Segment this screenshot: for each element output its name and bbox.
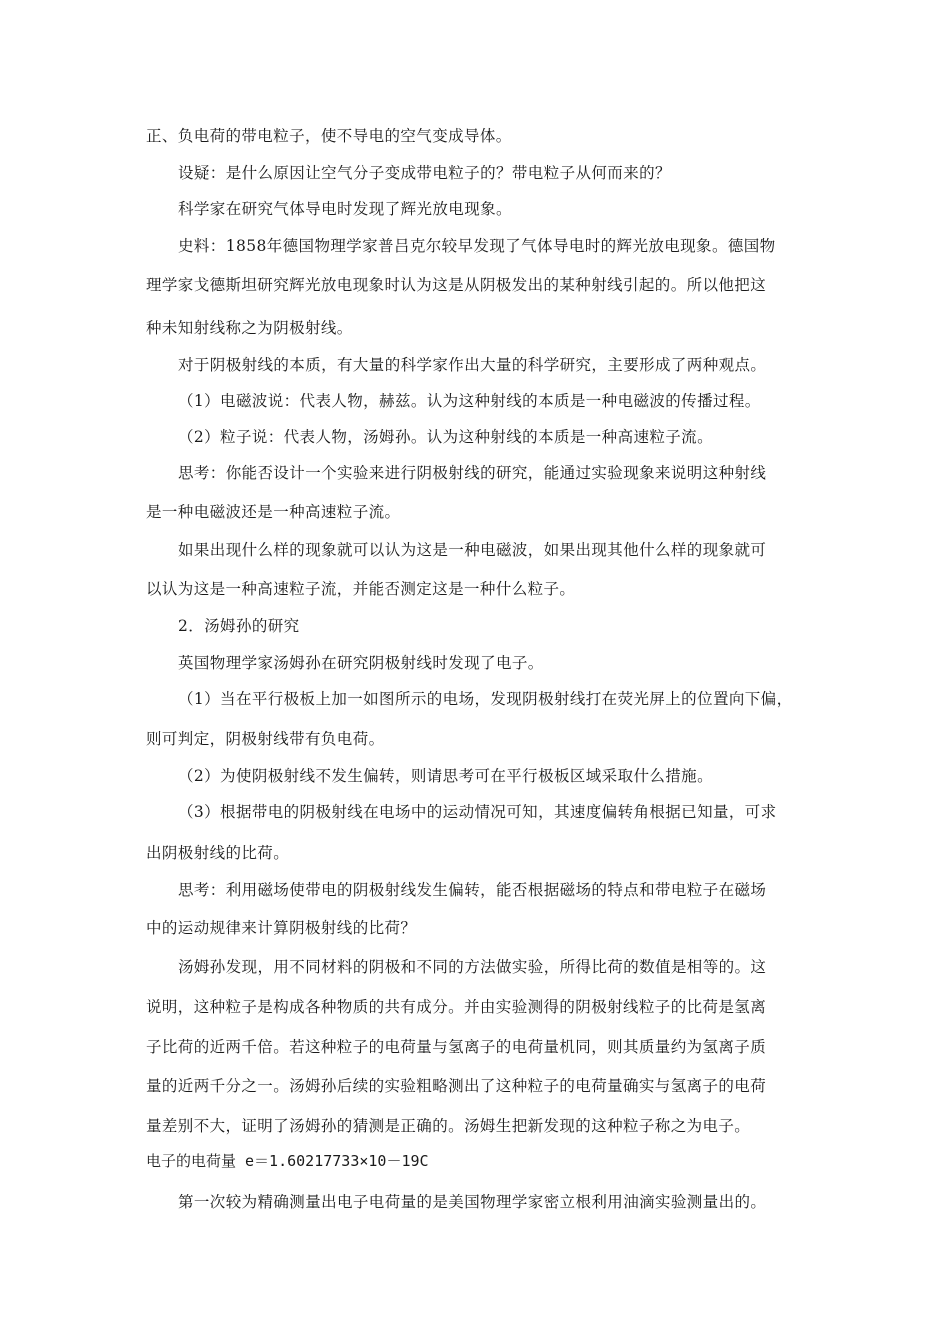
paragraph-line: 以认为这是一种高速粒子流，并能否测定这是一种什么粒子。 [146,580,576,598]
paragraph-line: （2）粒子说：代表人物，汤姆孙。认为这种射线的本质是一种高速粒子流。 [178,428,713,446]
paragraph-line: 史料：1858年德国物理学家普吕克尔较早发现了气体导电时的辉光放电现象。德国物 [178,237,776,255]
paragraph-line: 英国物理学家汤姆孙在研究阴极射线时发现了电子。 [178,654,544,672]
paragraph-line: 正、负电荷的带电粒子，使不导电的空气变成导体。 [146,127,512,145]
paragraph-line: （1）当在平行极板上加一如图所示的电场，发现阴极射线打在荧光屏上的位置向下偏， [178,690,793,708]
paragraph-line: 第一次较为精确测量出电子电荷量的是美国物理学家密立根利用油滴实验测量出的。 [178,1193,767,1211]
paragraph-line: 科学家在研究气体导电时发现了辉光放电现象。 [178,200,512,218]
paragraph-line: 出阴极射线的比荷。 [146,844,290,862]
paragraph-line: 理学家戈德斯坦研究辉光放电现象时认为这是从阴极发出的某种射线引起的。所以他把这 [146,276,767,294]
paragraph-line: （1）电磁波说：代表人物，赫兹。认为这种射线的本质是一种电磁波的传播过程。 [178,392,761,410]
paragraph-line: 对于阴极射线的本质，有大量的科学家作出大量的科学研究，主要形成了两种观点。 [178,356,767,374]
paragraph-line: 是一种电磁波还是一种高速粒子流。 [146,503,401,521]
paragraph-line: （2）为使阴极射线不发生偏转，则请思考可在平行极板区域采取什么措施。 [178,767,713,785]
paragraph-line: 量差别不大，证明了汤姆孙的猜测是正确的。汤姆生把新发现的这种粒子称之为电子。 [146,1117,751,1135]
paragraph-line: 汤姆孙发现，用不同材料的阴极和不同的方法做实验，所得比荷的数值是相等的。这 [178,958,767,976]
paragraph-line: 量的近两千分之一。汤姆孙后续的实验粗略测出了这种粒子的电荷量确实与氢离子的电荷 [146,1077,767,1095]
electron-charge-formula: 电子的电荷量 e＝1.60217733×10－19C [146,1152,429,1170]
paragraph-line: 子比荷的近两千倍。若这种粒子的电荷量与氢离子的电荷量机同，则其质量约为氢离子质 [146,1038,767,1056]
paragraph-line: 种未知射线称之为阴极射线。 [146,319,353,337]
paragraph-line: （3）根据带电的阴极射线在电场中的运动情况可知，其速度偏转角根据已知量，可求 [178,803,777,821]
paragraph-line: 说明，这种粒子是构成各种物质的共有成分。并由实验测得的阴极射线粒子的比荷是氢离 [146,998,767,1016]
paragraph-line: 思考：你能否设计一个实验来进行阴极射线的研究，能通过实验现象来说明这种射线 [178,464,767,482]
paragraph-line: 思考：利用磁场使带电的阴极射线发生偏转，能否根据磁场的特点和带电粒子在磁场 [178,881,767,899]
paragraph-line: 如果出现什么样的现象就可以认为这是一种电磁波，如果出现其他什么样的现象就可 [178,541,767,559]
paragraph-line: 设疑：是什么原因让空气分子变成带电粒子的？带电粒子从何而来的？ [178,164,671,182]
paragraph-line: 则可判定，阴极射线带有负电荷。 [146,730,385,748]
paragraph-line: 中的运动规律来计算阴极射线的比荷？ [146,919,417,937]
section-heading: 2．汤姆孙的研究 [178,617,300,635]
